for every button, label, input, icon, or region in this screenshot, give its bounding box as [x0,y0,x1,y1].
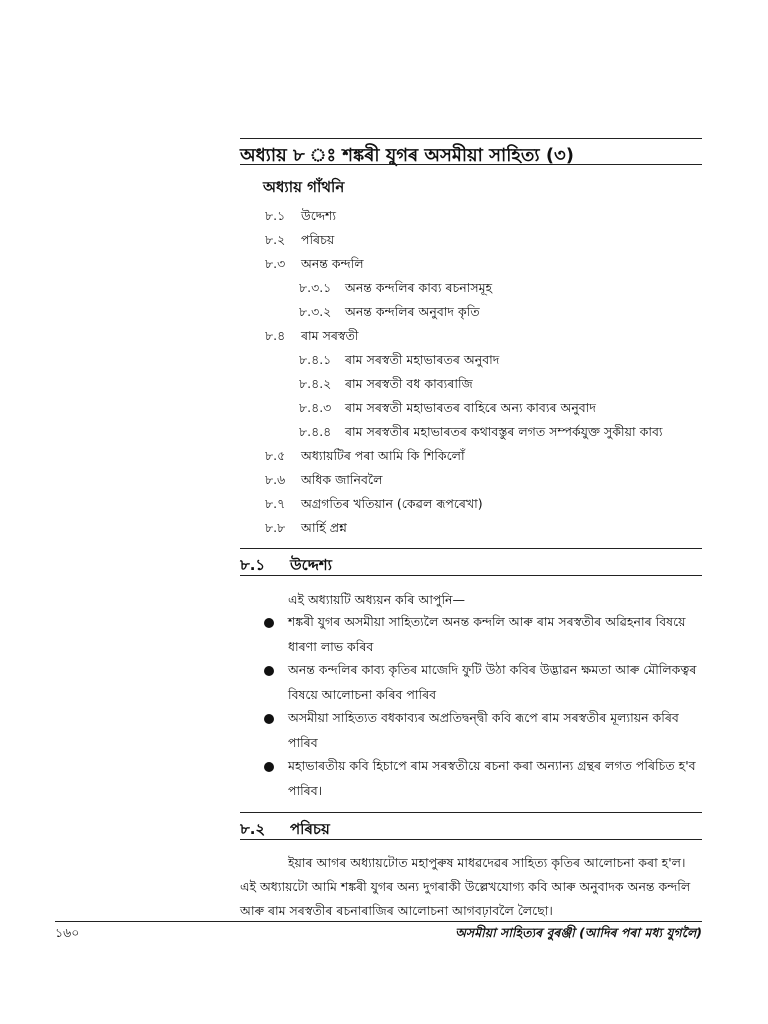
page-number: ১৬০ [55,925,80,940]
section-rule [240,548,702,549]
section-rule [240,839,702,840]
section-intro: এই অধ্যায়টি অধ্যয়ন কৰি আপুনি— [288,592,465,607]
bullet-icon [264,762,274,772]
section-rule [240,575,702,576]
toc-number: ৮.৬ [265,472,286,487]
toc-label: অধিক জানিবলৈ [301,472,383,487]
chapter-title-rule [240,164,702,165]
toc-label: অনন্ত কন্দলিৰ কাব্য ৰচনাসমূহ [345,280,493,295]
paragraph-line: এই অধ্যায়টো আমি শঙ্কৰী যুগৰ অন্য দুগৰাকী উল্লেখযোগ্য কবি আৰু অনুবাদক অনন্ত কন্দলি [240,879,691,894]
list-item-line: মহাভাৰতীয় কবি হিচাপে ৰাম সৰস্বতীয়ে ৰচনা কৰা অন্যান্য গ্ৰন্থৰ লগত পৰিচিত হ'ব [288,758,696,773]
list-item-line: পাৰিব। [288,783,323,798]
toc-number: ৮.১ [265,208,286,223]
top-rule [240,138,702,139]
list-item-line: শঙ্কৰী যুগৰ অসমীয়া সাহিত্যলৈ অনন্ত কন্দলি আৰু ৰাম সৰস্বতীৰ অৱিহনাৰ বিষয়ে [288,614,686,629]
toc-number: ৮.৫ [265,448,286,463]
bullet-icon [264,714,274,724]
toc-label: আৰ্হি প্ৰশ্ন [301,520,347,535]
toc-number: ৮.৮ [265,520,286,535]
toc-number: ৮.২ [265,232,286,247]
toc-label: উদ্দেশ্য [301,208,337,223]
running-footer-title: অসমীয়া সাহিত্যৰ বুৰঞ্জী (আদিৰ পৰা মধ্য যুগলৈ) [455,925,702,940]
toc-number: ৮.৭ [265,496,286,511]
list-item-line: ধাৰণা লাভ কৰিব [288,639,374,654]
toc-label: অগ্ৰগতিৰ খতিয়ান (কেৱল ৰূপৰেখা) [301,496,483,511]
section-title: উদ্দেশ্য [290,556,333,574]
section-number: ৮.১ [240,556,266,574]
toc-label: ৰাম সৰস্বতী [301,328,359,343]
contents-heading: অধ্যায় গাঁথনি [263,178,345,196]
toc-label: ৰাম সৰস্বতীৰ মহাভাৰতৰ কথাবস্তুৰ লগত সম্পৰ্কযুক্ত সুকীয়া কাব্য [345,424,663,439]
toc-number: ৮.৪.২ [299,376,332,391]
toc-number: ৮.৩.১ [299,280,332,295]
section-rule [240,812,702,813]
toc-label: অনন্ত কন্দলি [301,256,364,271]
bullet-icon [264,666,274,676]
bullet-icon [264,618,274,628]
toc-number: ৮.৩ [265,256,286,271]
toc-label: পৰিচয় [301,232,335,247]
footer-rule [55,921,702,922]
paragraph-line: ইয়াৰ আগৰ অধ্যায়টোত মহাপুৰুষ মাধৱদেৱৰ সাহিত্য কৃতিৰ আলোচনা কৰা হ'ল। [288,855,686,870]
toc-label: ৰাম সৰস্বতী বধ কাব্যৰাজি [345,376,473,391]
toc-number: ৮.৪ [265,328,286,343]
toc-label: ৰাম সৰস্বতী মহাভাৰতৰ বাহিৰে অন্য কাব্যৰ অনুবাদ [345,400,596,415]
section-title: পৰিচয় [290,820,330,838]
paragraph-line: আৰু ৰাম সৰস্বতীৰ ৰচনাৰাজিৰ আলোচনা আগবঢ়াবলৈ লৈছো। [240,903,553,918]
toc-label: ৰাম সৰস্বতী মহাভাৰতৰ অনুবাদ [345,352,500,367]
section-number: ৮.২ [240,820,266,838]
chapter-title: অধ্যায় ৮ ঃ শঙ্কৰী যুগৰ অসমীয়া সাহিত্য (৩) [240,145,574,166]
list-item-line: পাৰিব [288,735,318,750]
toc-number: ৮.৪.৩ [299,400,332,415]
toc-number: ৮.৪.৪ [299,424,332,439]
toc-number: ৮.৪.১ [299,352,332,367]
list-item-line: অনন্ত কন্দলিৰ কাব্য কৃতিৰ মাজেদি ফুটি উঠা কবিৰ উদ্ভাৱন ক্ষমতা আৰু মৌলিকত্বৰ [288,662,697,677]
list-item-line: অসমীয়া সাহিত্যত বধকাব্যৰ অপ্ৰতিদ্বন্দ্বী কবি ৰূপে ৰাম সৰস্বতীৰ মূল্যায়ন কৰিব [288,710,679,725]
list-item-line: বিষয়ে আলোচনা কৰিব পাৰিব [288,687,437,702]
toc-label: অনন্ত কন্দলিৰ অনুবাদ কৃতি [345,304,480,319]
toc-label: অধ্যায়টিৰ পৰা আমি কি শিকিলোঁ [301,448,465,463]
toc-number: ৮.৩.২ [299,304,332,319]
